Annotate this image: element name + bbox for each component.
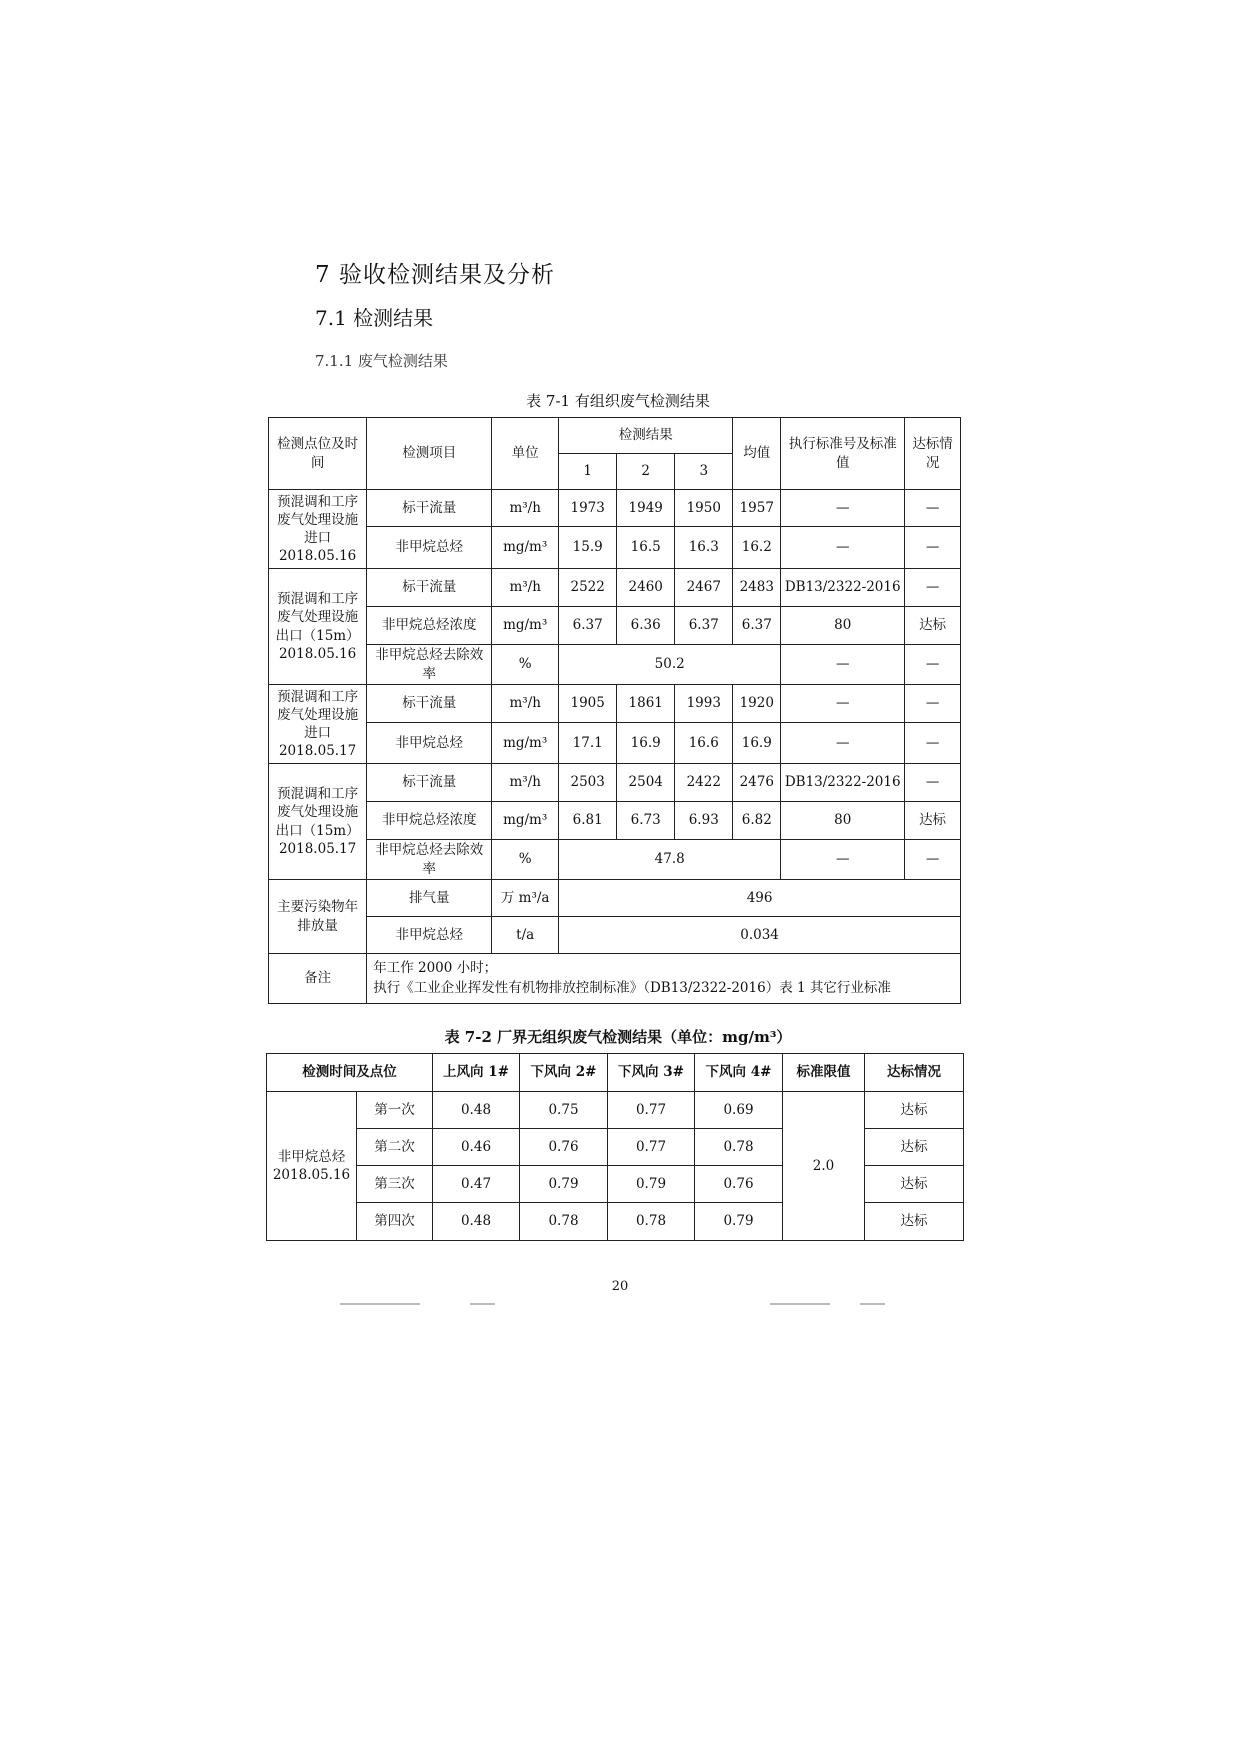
- compliance-cell: —: [905, 569, 961, 607]
- annual-label: 主要污染物年排放量: [269, 880, 367, 954]
- group-cell: 非甲烷总烃2018.05.16: [267, 1092, 357, 1241]
- value-cell: 2467: [675, 569, 733, 607]
- std-cell: —: [781, 723, 905, 764]
- item-cell: 排气量: [367, 880, 492, 917]
- header-n2: 2: [617, 454, 675, 490]
- header-down2: 下风向 2#: [520, 1054, 608, 1092]
- value-cell: 2460: [617, 569, 675, 607]
- header-point: 检测时间及点位: [267, 1054, 433, 1092]
- time-cell: 第二次: [357, 1129, 433, 1166]
- value-cell: 17.1: [559, 723, 617, 764]
- value-cell: 2522: [559, 569, 617, 607]
- std-cell: DB13/2322-2016: [781, 569, 905, 607]
- value-cell: 0.48: [433, 1092, 520, 1129]
- unit-cell: mg/m³: [492, 802, 559, 840]
- value-cell: 6.37: [559, 607, 617, 645]
- section-heading: 7 验收检测结果及分析: [315, 262, 555, 288]
- point-cell: 预混调和工序废气处理设施进口2018.05.17: [269, 685, 367, 764]
- compliance-cell: —: [905, 645, 961, 685]
- value-cell: 1905: [559, 685, 617, 723]
- time-cell: 第四次: [357, 1203, 433, 1241]
- item-cell: 非甲烷总烃去除效率: [367, 645, 492, 685]
- value-cell: 1950: [675, 490, 733, 527]
- point-cell: 预混调和工序废气处理设施进口2018.05.16: [269, 490, 367, 569]
- unit-cell: m³/h: [492, 685, 559, 723]
- header-n1: 1: [559, 454, 617, 490]
- item-cell: 非甲烷总烃浓度: [367, 802, 492, 840]
- unit-cell: t/a: [492, 917, 559, 954]
- item-cell: 标干流量: [367, 685, 492, 723]
- item-cell: 标干流量: [367, 490, 492, 527]
- value-cell: 16.6: [675, 723, 733, 764]
- time-cell: 第一次: [357, 1092, 433, 1129]
- value-cell: 1993: [675, 685, 733, 723]
- value-cell: 0.78: [695, 1129, 783, 1166]
- compliance-cell: 达标: [905, 802, 961, 840]
- header-item: 检测项目: [367, 418, 492, 490]
- compliance-cell: —: [905, 490, 961, 527]
- header-compliance: 达标情况: [905, 418, 961, 490]
- item-cell: 标干流量: [367, 764, 492, 802]
- unit-cell: %: [492, 840, 559, 880]
- note-line-1: 年工作 2000 小时；: [373, 960, 498, 976]
- value-cell: 0.79: [608, 1166, 695, 1203]
- annual-value: 496: [559, 880, 961, 917]
- value-cell: 0.46: [433, 1129, 520, 1166]
- item-cell: 非甲烷总烃去除效率: [367, 840, 492, 880]
- header-compliance: 达标情况: [865, 1054, 964, 1092]
- limit-cell: 2.0: [783, 1092, 865, 1241]
- value-cell: 2504: [617, 764, 675, 802]
- organized-emission-table: [268, 417, 961, 1004]
- note-line-2: 执行《工业企业挥发性有机物排放控制标准》（DB13/2322-2016）表 1 其它行业标准: [373, 980, 891, 997]
- scan-artifact-line: [470, 1303, 495, 1305]
- avg-cell: 1957: [733, 490, 781, 527]
- header-limit: 标准限值: [783, 1054, 865, 1092]
- value-cell: 0.76: [520, 1129, 608, 1166]
- unit-cell: m³/h: [492, 569, 559, 607]
- value-cell: 0.78: [608, 1203, 695, 1241]
- value-cell: 6.81: [559, 802, 617, 840]
- unit-cell: %: [492, 645, 559, 685]
- unit-cell: mg/m³: [492, 607, 559, 645]
- efficiency-value: 47.8: [559, 840, 781, 880]
- point-cell: 预混调和工序废气处理设施出口（15m）2018.05.17: [269, 764, 367, 880]
- value-cell: 16.5: [617, 527, 675, 569]
- scan-artifact-line: [860, 1303, 885, 1305]
- scan-artifact-line: [340, 1303, 420, 1305]
- value-cell: 0.48: [433, 1203, 520, 1241]
- value-cell: 16.9: [617, 723, 675, 764]
- annual-value: 0.034: [559, 917, 961, 954]
- value-cell: 0.69: [695, 1092, 783, 1129]
- value-cell: 6.73: [617, 802, 675, 840]
- header-results: 检测结果: [559, 418, 733, 454]
- value-cell: 0.78: [520, 1203, 608, 1241]
- avg-cell: 1920: [733, 685, 781, 723]
- table1-caption: 表 7-1 有组织废气检测结果: [526, 392, 710, 410]
- header-down4: 下风向 4#: [695, 1054, 783, 1092]
- unorganized-emission-table: [266, 1053, 964, 1241]
- value-cell: 0.76: [695, 1166, 783, 1203]
- header-avg: 均值: [733, 418, 781, 490]
- compliance-cell: —: [905, 685, 961, 723]
- header-unit: 单位: [492, 418, 559, 490]
- subsubsection-heading: 7.1.1 废气检测结果: [315, 352, 448, 370]
- compliance-cell: 达标: [865, 1129, 964, 1166]
- unit-cell: mg/m³: [492, 527, 559, 569]
- avg-cell: 6.82: [733, 802, 781, 840]
- compliance-cell: —: [905, 764, 961, 802]
- value-cell: 6.36: [617, 607, 675, 645]
- scan-artifact-line: [770, 1303, 830, 1305]
- std-cell: —: [781, 645, 905, 685]
- value-cell: 0.75: [520, 1092, 608, 1129]
- item-cell: 非甲烷总烃: [367, 527, 492, 569]
- compliance-cell: 达标: [865, 1166, 964, 1203]
- compliance-cell: 达标: [905, 607, 961, 645]
- avg-cell: 16.2: [733, 527, 781, 569]
- item-cell: 非甲烷总烃: [367, 723, 492, 764]
- std-cell: 80: [781, 802, 905, 840]
- std-cell: DB13/2322-2016: [781, 764, 905, 802]
- subsection-heading: 7.1 检测结果: [315, 306, 434, 330]
- value-cell: 0.77: [608, 1129, 695, 1166]
- header-point: 检测点位及时间: [269, 418, 367, 490]
- header-n3: 3: [675, 454, 733, 490]
- value-cell: 1973: [559, 490, 617, 527]
- note-label: 备注: [269, 954, 367, 1004]
- value-cell: 0.79: [695, 1203, 783, 1241]
- item-cell: 非甲烷总烃浓度: [367, 607, 492, 645]
- value-cell: 1861: [617, 685, 675, 723]
- unit-cell: 万 m³/a: [492, 880, 559, 917]
- value-cell: 2503: [559, 764, 617, 802]
- value-cell: 6.37: [675, 607, 733, 645]
- value-cell: 6.93: [675, 802, 733, 840]
- header-standard: 执行标准号及标准值: [781, 418, 905, 490]
- item-cell: 非甲烷总烃: [367, 917, 492, 954]
- unit-cell: m³/h: [492, 764, 559, 802]
- std-cell: —: [781, 840, 905, 880]
- table2-caption: 表 7-2 厂界无组织废气检测结果（单位：mg/m³）: [444, 1028, 792, 1046]
- unit-cell: m³/h: [492, 490, 559, 527]
- point-cell: 预混调和工序废气处理设施出口（15m）2018.05.16: [269, 569, 367, 685]
- compliance-cell: —: [905, 840, 961, 880]
- header-down3: 下风向 3#: [608, 1054, 695, 1092]
- value-cell: 0.77: [608, 1092, 695, 1129]
- avg-cell: 2483: [733, 569, 781, 607]
- value-cell: 16.3: [675, 527, 733, 569]
- note-text: [367, 954, 961, 1004]
- std-cell: 80: [781, 607, 905, 645]
- unit-cell: mg/m³: [492, 723, 559, 764]
- value-cell: 15.9: [559, 527, 617, 569]
- std-cell: —: [781, 527, 905, 569]
- compliance-cell: —: [905, 723, 961, 764]
- std-cell: —: [781, 685, 905, 723]
- avg-cell: 2476: [733, 764, 781, 802]
- value-cell: 2422: [675, 764, 733, 802]
- avg-cell: 16.9: [733, 723, 781, 764]
- header-up1: 上风向 1#: [433, 1054, 520, 1092]
- value-cell: 0.47: [433, 1166, 520, 1203]
- time-cell: 第三次: [357, 1166, 433, 1203]
- compliance-cell: —: [905, 527, 961, 569]
- value-cell: 0.79: [520, 1166, 608, 1203]
- compliance-cell: 达标: [865, 1203, 964, 1241]
- compliance-cell: 达标: [865, 1092, 964, 1129]
- avg-cell: 6.37: [733, 607, 781, 645]
- value-cell: 1949: [617, 490, 675, 527]
- std-cell: —: [781, 490, 905, 527]
- efficiency-value: 50.2: [559, 645, 781, 685]
- item-cell: 标干流量: [367, 569, 492, 607]
- page-number: 20: [611, 1279, 629, 1294]
